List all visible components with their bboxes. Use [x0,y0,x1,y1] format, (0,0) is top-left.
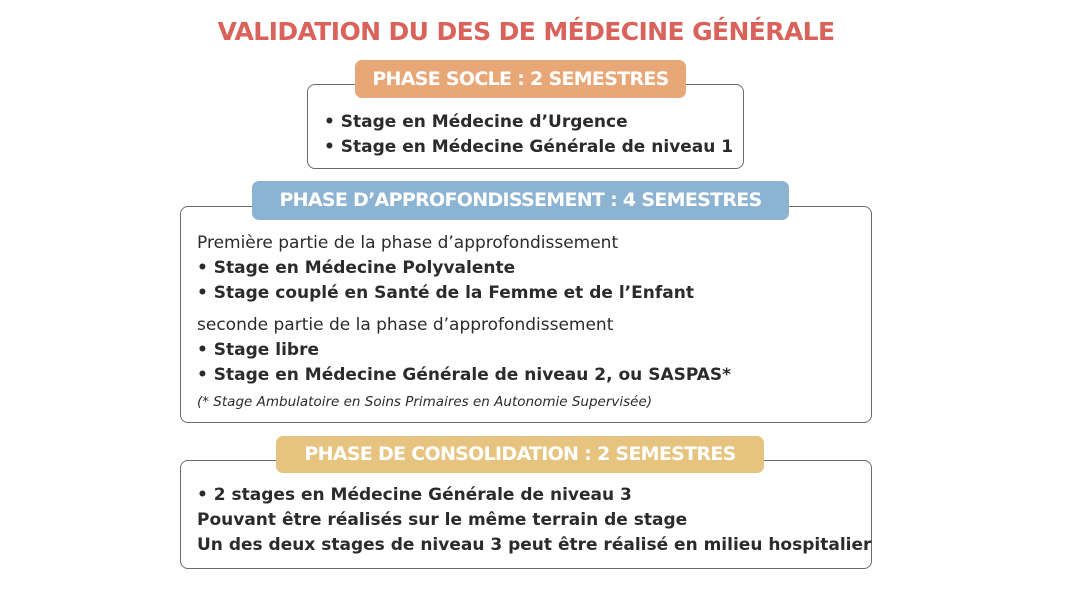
phase-socle-item: • Stage en Médecine Générale de niveau 1 [324,137,734,157]
page-title: VALIDATION DU DES DE MÉDECINE GÉNÉRALE [217,17,835,46]
consolidation-item: Pouvant être réalisés sur le même terrain de stage [197,510,688,530]
saspas-footnote: (* Stage Ambulatoire en Soins Primaires en Autonomie Supervisée) [197,394,653,410]
part1-item: • Stage couplé en Santé de la Femme et de l’Enfant [197,283,694,303]
part2-item: • Stage en Médecine Générale de niveau 2, ou SASPAS* [197,365,732,385]
phase-socle-item: • Stage en Médecine d’Urgence [324,112,628,132]
consolidation-item: • 2 stages en Médecine Générale de niveau 3 [197,485,632,505]
part1-item: • Stage en Médecine Polyvalente [197,258,516,278]
phase-socle-label: PHASE SOCLE : 2 SEMESTRES [355,60,686,98]
phase-approfondissement-label: PHASE D’APPROFONDISSEMENT : 4 SEMESTRES [252,181,789,220]
part1-heading: Première partie de la phase d’approfondissement [197,233,619,253]
consolidation-item: Un des deux stages de niveau 3 peut être réalisé en milieu hospitalier [197,535,872,555]
phase-consolidation-label: PHASE DE CONSOLIDATION : 2 SEMESTRES [276,436,764,473]
part2-heading: seconde partie de la phase d’approfondissement [197,315,614,335]
part2-item: • Stage libre [197,340,319,360]
